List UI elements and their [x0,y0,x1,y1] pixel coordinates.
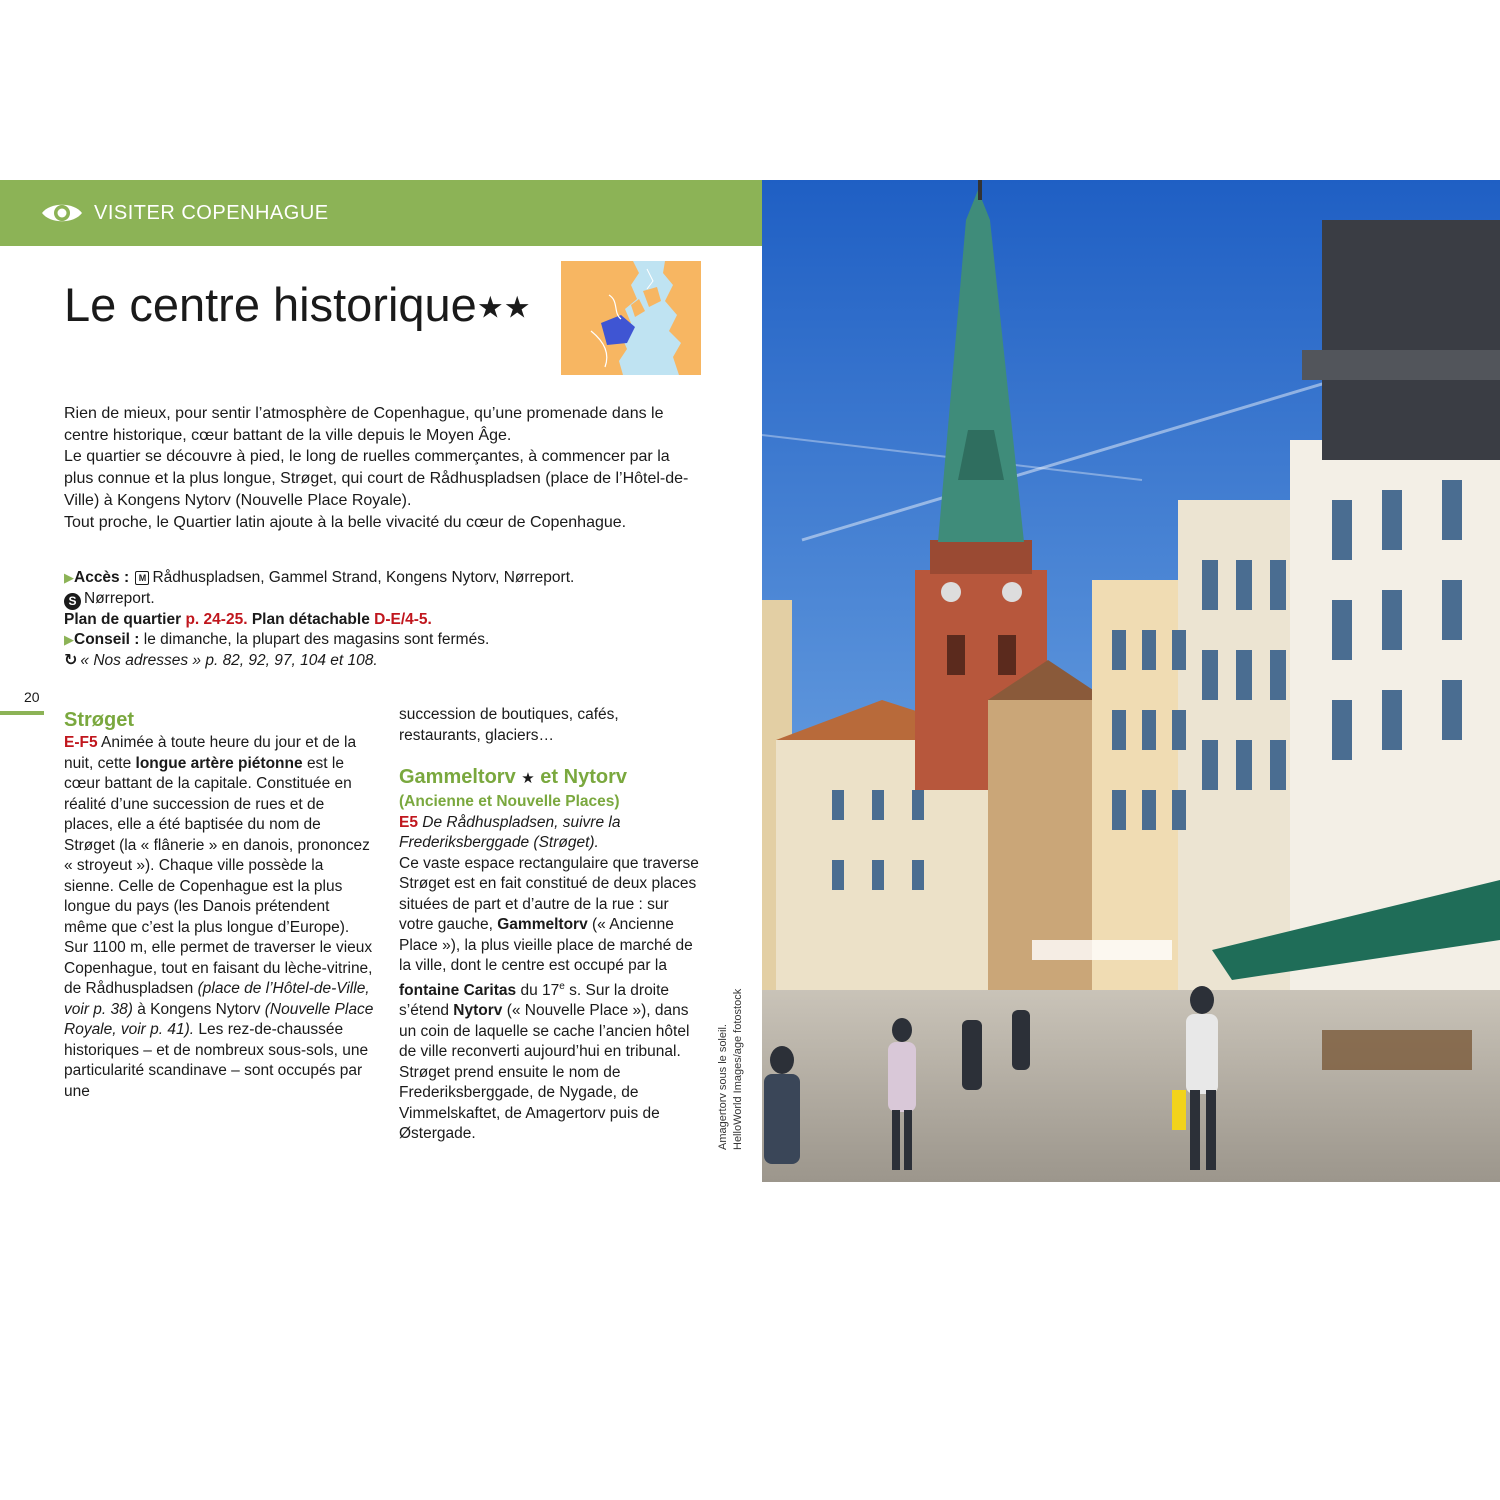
page-number: 20 [24,689,40,705]
body-text: à Kongens Nytorv [137,1000,261,1018]
rating-star: ★ [521,770,535,787]
body-text: (« Nouvelle Place »), dans un coin de laquelle se cache l’ancien hôtel de ville reconverti aujourd’hui en tribunal. Strøget prend ensuite le nom de Frederiksberggade, de Nygade, de Vimmelskaftet, de Amagertorv puis de Østergade. [399,1002,690,1143]
train-line [64,589,704,610]
arrow-icon: ▶ [64,570,74,585]
gammeltorv-heading [399,764,699,792]
gammeltorv-subheading: (Ancienne et Nouvelle Places) [399,793,620,810]
continuation-text: succession de boutiques, cafés, restaurants, glaciers… [399,706,619,744]
section-header-band [0,180,762,246]
plan-line [64,610,704,631]
section-label: VISITER COPENHAGUE [94,202,329,224]
intro-paragraph: Tout proche, le Quartier latin ajoute à la belle vivacité du cœur de Copenhague. [64,513,627,531]
access-line [64,568,704,589]
access-stations: Rådhuspladsen, Gammel Strand, Kongens Nytorv, Nørreport. [152,569,575,586]
body-text: Animée à toute heure du jour et de la nuit, cette [64,734,357,772]
body-bold: fontaine Caritas [399,981,517,999]
intro-paragraph: Le quartier se découvre à pied, le long de ruelles commerçantes, à commencer par la plus connue et la plus longue, Strøget, qui court de Rådhuspladsen (place de l’Hôtel-de-Ville) à Kongens Nytorv (Nouvelle Place Royale). [64,448,689,509]
addresses-text: « Nos adresses » p. 82, 92, 97, 104 et 108. [80,651,378,669]
tip-label: Conseil : [74,631,140,648]
body-text: du 17 [520,981,560,999]
access-label: Accès : [74,569,130,586]
address-arrow-icon: ↻ [64,651,78,669]
page-title-text: Le centre historique [64,278,477,331]
directions-text: De Rådhuspladsen, suivre la Frederiksberggade (Strøget). [399,813,621,851]
map-ref: E-F5 [64,734,98,751]
tip-line [64,630,704,651]
locator-map [561,261,701,375]
metro-icon: M [135,571,149,585]
body-bold: Gammeltorv [497,916,588,933]
detach-ref: D-E/4-5. [374,610,432,628]
plan-label: Plan de quartier [64,610,182,628]
page-title [64,278,544,336]
detach-label: Plan détachable [251,610,370,628]
right-column [399,705,699,1145]
heading-part: Gammeltorv [399,766,516,788]
street-photo [762,180,1500,1182]
body-italic: (place de l’Hôtel-de-Ville, voir p. 38) [64,980,370,1018]
practical-info [64,568,704,671]
body-italic: (Nouvelle Place Royale, voir p. 41). [64,1000,374,1038]
page-tab-marker [0,711,44,715]
directions [399,813,699,854]
body-bold: longue artère piétonne [135,754,303,772]
body-text: s. Sur la droite s’étend [399,981,670,1020]
body-text: est le cœur battant de la capitale. Constituée en réalité d’une succession de rues et de places, elle a été baptisée du nom de Strøget (la « flânerie » en danois, prononcez « stroyeut »). Chaque ville possède la sienne. Celle de Copenhague est la plus longue du pays (les Danois prétendent même que c’est la plus longue d’Europe). Sur 1100 m, elle permet de traverser le vieux Copenhague, tout en faisant du lèche-vitrine, de Rådhuspladsen [64,754,373,997]
superscript: e [559,980,565,992]
photo-caption: Amagertorv sous le soleil. [717,1024,729,1150]
left-column [64,707,374,1102]
body-text: Les rez-de-chaussée historiques – et de nombreux sous-sols, une particularité scandinave – sont occupés par une [64,1021,369,1100]
stroget-body [64,733,374,1102]
gammeltorv-body [399,854,699,1145]
rating-stars: ★★ [476,291,531,325]
body-text: Ce vaste espace rectangulaire que traverse Strøget est en fait constitué de deux places situées de part et d’autre de la rue : sur votre gauche, [399,854,699,933]
intro-paragraph: Rien de mieux, pour sentir l’atmosphère de Copenhague, qu’une promenade dans le centre historique, cœur battant de la ville depuis le Moyen Âge. [64,405,664,444]
map-ref: E5 [399,813,418,831]
train-station: Nørreport. [84,589,155,607]
photo-source: HelloWorld Images/age fotostock [732,988,744,1150]
eye-icon [40,200,84,226]
s-train-icon: S [64,593,81,610]
body-text: (« Ancienne Place »), la plus vieille place de marché de la ville, dont le centre est occupé par la [399,916,693,974]
intro-text [64,403,694,533]
heading-part: et Nytorv [540,766,627,788]
plan-pages: p. 24-25. [185,610,248,628]
arrow-icon: ▶ [64,632,74,647]
addresses-line [64,651,704,672]
stroget-heading: Strøget [64,709,134,731]
photo-credit [716,850,750,1150]
tip-text: le dimanche, la plupart des magasins sont fermés. [143,631,490,648]
body-bold: Nytorv [453,1002,503,1020]
